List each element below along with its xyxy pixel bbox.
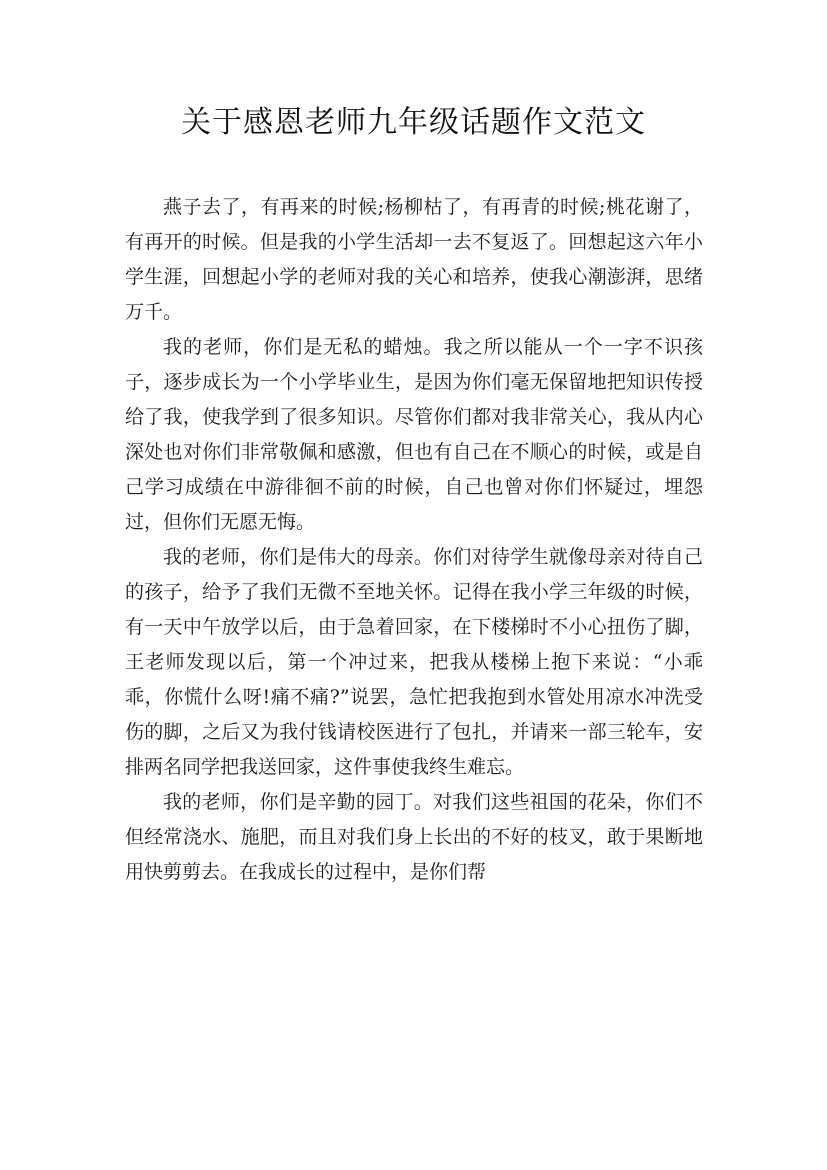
document-title: 关于感恩老师九年级话题作文范文 xyxy=(181,105,646,140)
paragraph: 燕子去了，有再来的时候;杨柳枯了，有再青的时候;桃花谢了，有再开的时候。但是我的小学生活却一去不复返了。回想起这六年小学生涯，回想起小学的老师对我的关心和培养，使我心潮澎湃，思绪万千。 xyxy=(125,196,703,323)
paragraph: 我的老师，你们是无私的蜡烛。我之所以能从一个一字不识孩子，逐步成长为一个小学毕业生，是因为你们毫无保留地把知识传授给了我，使我学到了很多知识。尽管你们都对我非常关心，我从内心深处也对你们非常敬佩和感激，但也有自己在不顺心的时候，或是自己学习成绩在中游徘徊不前的时候，自己也曾对你们怀疑过，埋怨过，但你们无愿无悔。 xyxy=(125,336,703,533)
paragraph: 我的老师，你们是伟大的母亲。你们对待学生就像母亲对待自己的孩子，给予了我们无微不至地关怀。记得在我小学三年级的时候，有一天中午放学以后，由于急着回家，在下楼梯时不小心扭伤了脚，王老师发现以后，第一个冲过来，把我从楼梯上抱下来说：“小乖乖，你慌什么呀!痛不痛?”说罢，急忙把我抱到水管处用凉水冲洗受伤的脚，之后又为我付钱请校医进行了包扎，并请来一部三轮车，安排两名同学把我送回家，这件事使我终生难忘。 xyxy=(125,546,703,778)
paragraph: 我的老师，你们是辛勤的园丁。对我们这些祖国的花朵，你们不但经常浇水、施肥，而且对我们身上长出的不好的枝叉，敢于果断地用快剪剪去。在我成长的过程中，是你们帮 xyxy=(125,791,703,883)
document-body xyxy=(125,190,703,890)
